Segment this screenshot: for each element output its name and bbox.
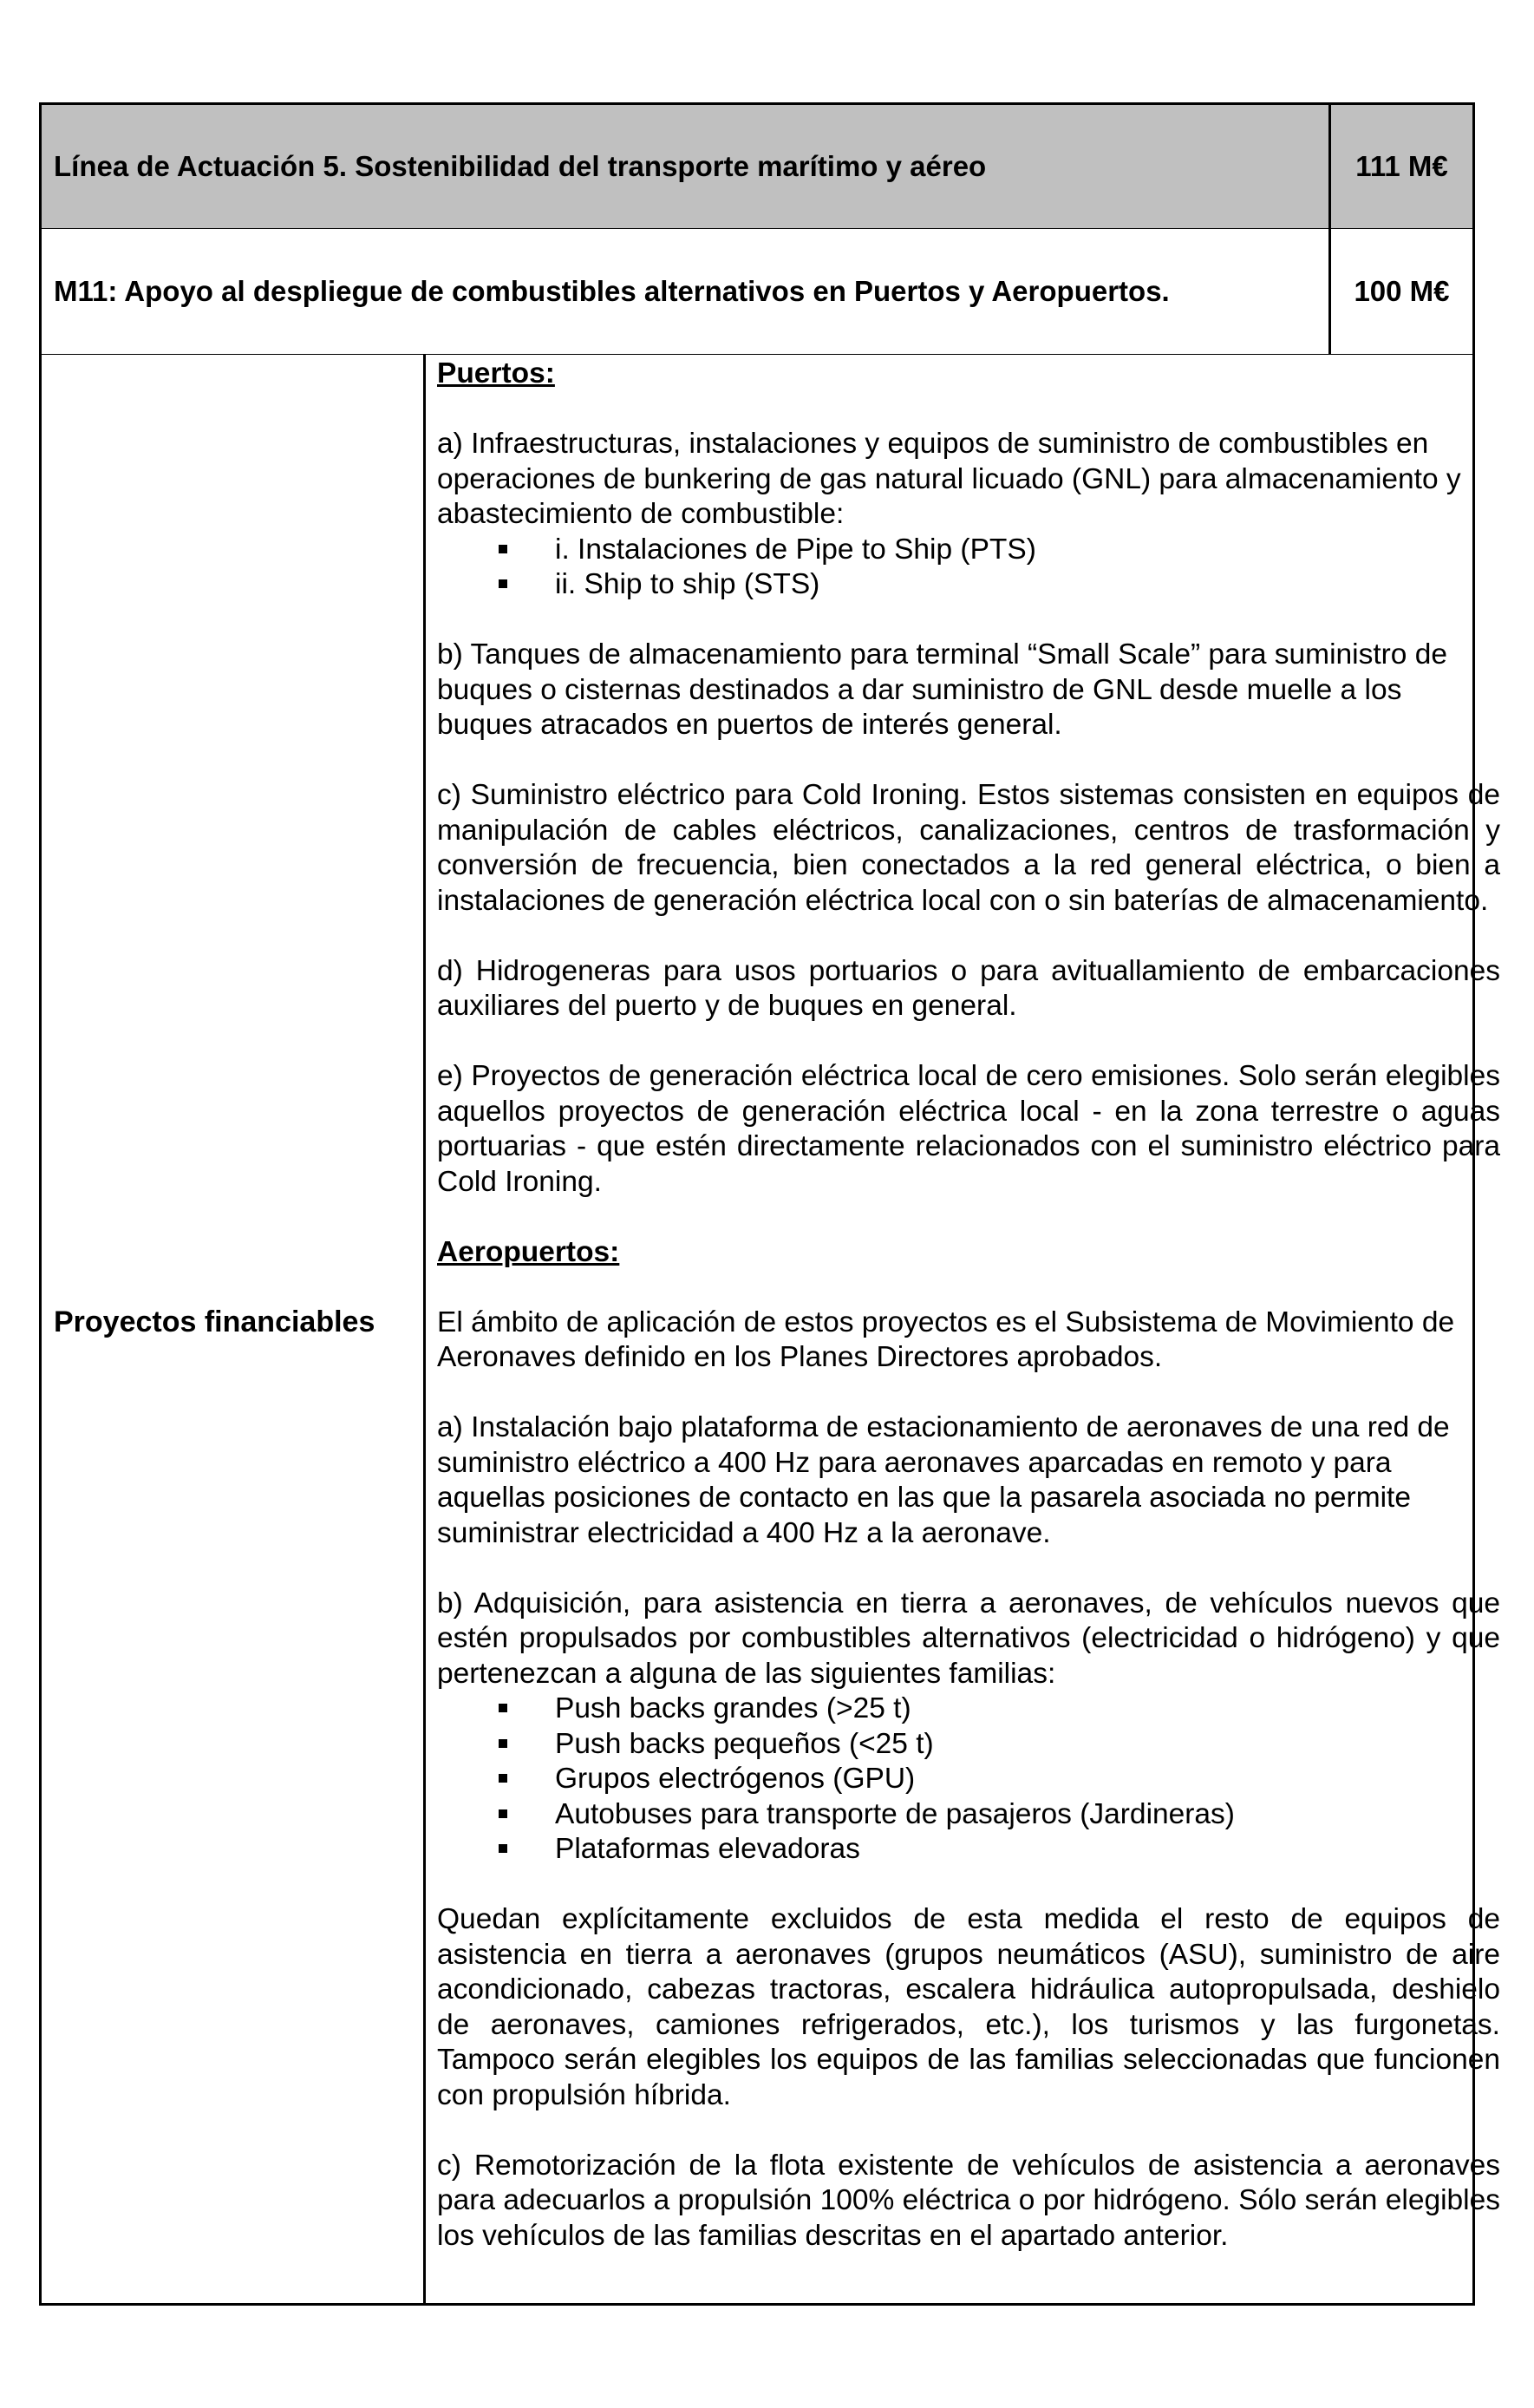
ports-a-list [437, 533, 1500, 603]
list-item: Push backs grandes (>25 t) [437, 1691, 1500, 1727]
projects-label: Proyectos financiables [54, 1305, 375, 1338]
measure-row [39, 229, 1475, 357]
ports-item-b: b) Tanques de almacenamiento para terminal “Small Scale” para suministro de buques o cisternas destinados a dar suministro de GNL desde muelle a los buques atracados en puertos de interés general. [437, 638, 1448, 741]
projects-row [39, 355, 1500, 2306]
column-divider [423, 355, 426, 2303]
list-item: Autobuses para transporte de pasajeros (Jardineras) [437, 1797, 1500, 1833]
measure-amount: 100 M€ [1354, 275, 1450, 307]
projects-content [437, 357, 1500, 2254]
airports-intro: El ámbito de aplicación de estos proyectos es el Subsistema de Movimiento de Aeronaves definido en los Planes Directores aprobados. [437, 1305, 1455, 1373]
list-item: Push backs pequeños (<25 t) [437, 1727, 1500, 1763]
line-header-row [39, 102, 1475, 231]
airports-item-a: a) Instalación bajo plataforma de estacionamiento de aeronaves de una red de suministro eléctrico a 400 Hz para aeronaves aparcadas en remoto y para aquellas posiciones de contacto en las que la pasarela asociada no permite suministrar electricidad a 400 Hz a la aeronave. [437, 1411, 1450, 1549]
line-amount: 111 M€ [1355, 150, 1448, 182]
airports-b-list [437, 1691, 1500, 1868]
list-item: i. Instalaciones de Pipe to Ship (PTS) [437, 533, 1500, 568]
ports-item-e: e) Proyectos de generación eléctrica local de cero emisiones. Solo serán elegibles aquellos proyectos de generación eléctrica local - en la zona terrestre o aguas portuarias - que estén directamente relacionados con el suministro eléctrico para Cold Ironing. [437, 1060, 1500, 1198]
list-item: Plataformas elevadoras [437, 1832, 1500, 1868]
airports-exclusions: Quedan explícitamente excluidos de esta medida el resto de equipos de asistencia en tierra a aeronaves (grupos neumáticos (ASU), suministro de aire acondicionado, cabezas tractoras, escalera hidráulica autopropulsada, deshielo de aeronaves, camiones refrigerados, etc.), los turismos y las furgonetas. Tampoco serán elegibles los equipos de las familias seleccionadas que funcionen con propulsión híbrida. [437, 1903, 1500, 2111]
airports-heading: Aeropuertos: [437, 1235, 620, 1268]
airports-item-c: c) Remotorización de la flota existente de vehículos de asistencia a aeronaves para adecuarlos a propulsión 100% eléctrica o por hidrógeno. Sólo serán elegibles los vehículos de las familias descritas en el apartado anterior. [437, 2149, 1500, 2252]
ports-heading: Puertos: [437, 357, 555, 389]
ports-item-a: a) Infraestructuras, instalaciones y equipos de suministro de combustibles en operaciones de bunkering de gas natural licuado (GNL) para almacenamiento y abastecimiento de combustible: [437, 428, 1461, 530]
list-item: ii. Ship to ship (STS) [437, 567, 1500, 603]
list-item: Grupos electrógenos (GPU) [437, 1762, 1500, 1797]
ports-item-c: c) Suministro eléctrico para Cold Ironing. Estos sistemas consisten en equipos de manipulación de cables eléctricos, canalizaciones, centros de trasformación y conversión de frecuencia, bien conectados a la red general eléctrica, o bien a instalaciones de generación eléctrica local con o sin baterías de almacenamiento. [437, 779, 1500, 917]
ports-item-d: d) Hidrogeneras para usos portuarios o para avituallamiento de embarcaciones auxiliares del puerto y de buques en general. [437, 954, 1500, 1022]
airports-item-b: b) Adquisición, para asistencia en tierra a aeronaves, de vehículos nuevos que estén propulsados por combustibles alternativos (electricidad o hidrógeno) y que pertenezcan a alguna de las siguientes familias: [437, 1587, 1500, 1690]
measure-title: M11: Apoyo al despliegue de combustibles alternativos en Puertos y Aeropuertos. [54, 275, 1170, 307]
line-title: Línea de Actuación 5. Sostenibilidad del transporte marítimo y aéreo [54, 150, 987, 182]
